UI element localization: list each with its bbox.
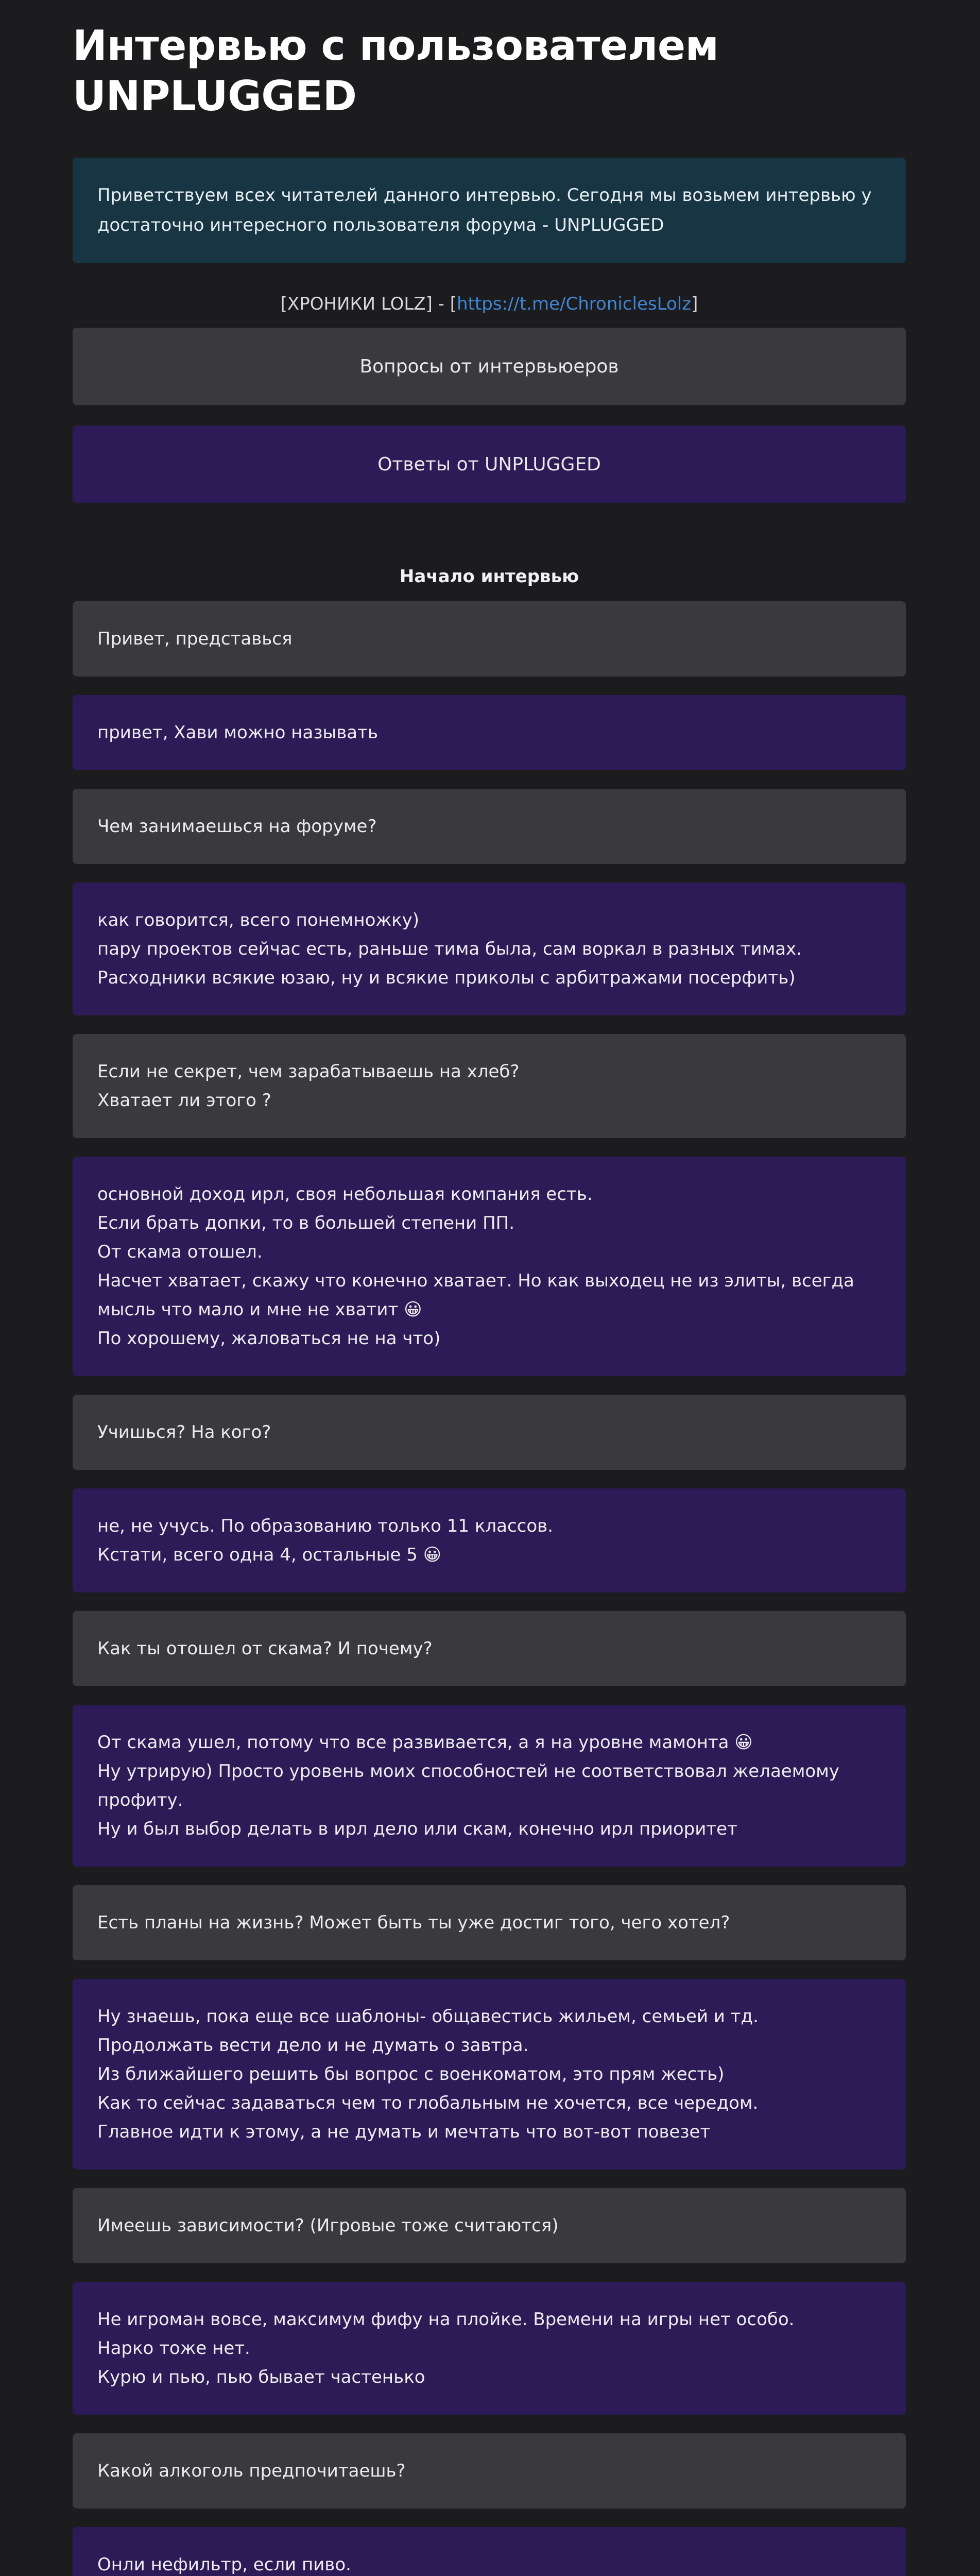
channel-suffix: ]: [691, 294, 698, 314]
channel-line: [73, 289, 906, 319]
legend-answers: Ответы от UNPLUGGED: [73, 426, 906, 503]
channel-link[interactable]: https://t.me/ChroniclesLolz: [457, 294, 692, 314]
question-block: Привет, представься: [73, 601, 906, 676]
answer-block: Онли нефильтр, если пиво.: [73, 2527, 906, 2576]
question-block: Как ты отошел от скама? И почему?: [73, 1611, 906, 1686]
answer-block: От скама ушел, потому что все развивается, а я на уровне мамонта 😀 Ну утрирую) Просто уровень моих способностей не соответствовал желаемому профиту. Ну и был выбор делать в ирл дело или скам, конечно ирл приоритет: [73, 1705, 906, 1867]
question-block: Есть планы на жизнь? Может быть ты уже достиг того, чего хотел?: [73, 1885, 906, 1960]
section-title: Начало интервью: [399, 566, 579, 587]
intro-callout: Приветствуем всех читателей данного интервью. Сегодня мы возьмем интервью у достаточно интересного пользователя форума - UNPLUGGED: [73, 158, 906, 263]
question-block: Учишься? На кого?: [73, 1395, 906, 1470]
legend-questions: Вопросы от интервьюеров: [73, 328, 906, 405]
channel-prefix: [ХРОНИКИ LOLZ] - [: [280, 294, 457, 314]
answer-block: не, не учусь. По образованию только 11 классов. Кстати, всего одна 4, остальные 5 😀: [73, 1488, 906, 1592]
answer-block: основной доход ирл, своя небольшая компания есть. Если брать допки, то в большей степени ПП. От скама отошел. Насчет хватает, скажу что конечно хватает. Но как выходец не из элиты, всегда мысль что мало и мне не хватит 😀 По хорошему, жаловаться не на что): [73, 1157, 906, 1376]
answer-block: привет, Хави можно называть: [73, 695, 906, 770]
question-block: Имеешь зависимости? (Игровые тоже считаются): [73, 2188, 906, 2263]
page-title: Интервью с пользователем UNPLUGGED: [73, 22, 719, 120]
question-block: Чем занимаешься на форуме?: [73, 789, 906, 864]
answer-block: как говорится, всего понемножку) пару проектов сейчас есть, раньше тима была, сам воркал в разных тимах. Расходники всякие юзаю, ну и всякие приколы с арбитражами посерфить): [73, 883, 906, 1015]
question-block: Если не секрет, чем зарабатываешь на хлеб? Хватает ли этого ?: [73, 1034, 906, 1138]
article: [73, 0, 906, 2576]
answer-block: Ну знаешь, пока еще все шаблоны- общавестись жильем, семьей и тд. Продолжать вести дело и не думать о завтра. Из ближайшего решить бы вопрос с военкоматом, это прям жесть) Как то сейчас задаваться чем то глобальным не хочется, все чередом. Главное идти к этому, а не думать и мечтать что вот-вот повезет: [73, 1979, 906, 2170]
qa-list: [73, 601, 906, 2576]
question-block: Какой алкоголь предпочитаешь?: [73, 2433, 906, 2509]
answer-block: Не игроман вовсе, максимум фифу на плойке. Времени на игры нет особо. Нарко тоже нет. Курю и пью, пью бывает частенько: [73, 2282, 906, 2415]
